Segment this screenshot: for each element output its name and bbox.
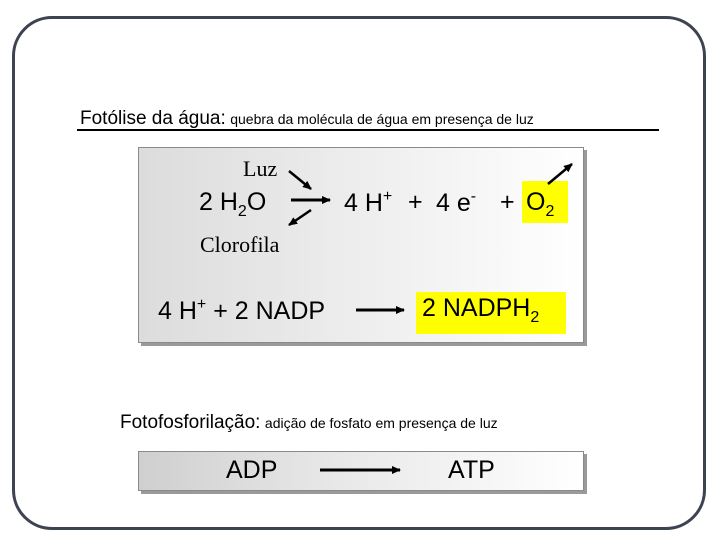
oxygen-text: O	[526, 188, 546, 216]
photolysis-heading: Fotólise da água:	[80, 108, 226, 129]
electron-charge: -	[470, 188, 477, 205]
nadph-subscript: 2	[530, 309, 540, 326]
proton-charge: +	[382, 188, 393, 205]
water-subscript: 2	[237, 203, 247, 220]
oxygen-release-arrow	[548, 164, 572, 184]
plus-sign-2: +	[500, 188, 515, 216]
oxygen-subscript: 2	[545, 203, 555, 220]
nadph-text: 2 NADPH	[422, 294, 531, 322]
water-tail: O	[246, 188, 267, 216]
photolysis-description: quebra da molécula de água em presença de luz	[230, 111, 534, 127]
plus-sign-1: +	[408, 188, 423, 216]
light-label: Luz	[243, 156, 278, 181]
phosphorylation-description: adição de fosfato em presença de luz	[264, 415, 498, 431]
phosphorylation-heading: Fotofosforilação:	[120, 412, 261, 433]
proton-reactant-charge: +	[196, 296, 207, 313]
chlorophyll-arrow	[289, 210, 311, 225]
light-input-arrow	[289, 171, 311, 189]
nadp-text: + 2 NADP	[213, 297, 326, 325]
proton-text: 4 H	[344, 189, 383, 217]
electron-text: 4 e	[436, 189, 471, 217]
proton-reactant-text: 4 H	[158, 297, 197, 325]
chlorophyll-label: Clorofila	[200, 232, 280, 257]
adp-reactant: ADP	[226, 456, 278, 484]
atp-product: ATP	[448, 456, 495, 484]
water-text: 2 H	[199, 188, 238, 216]
